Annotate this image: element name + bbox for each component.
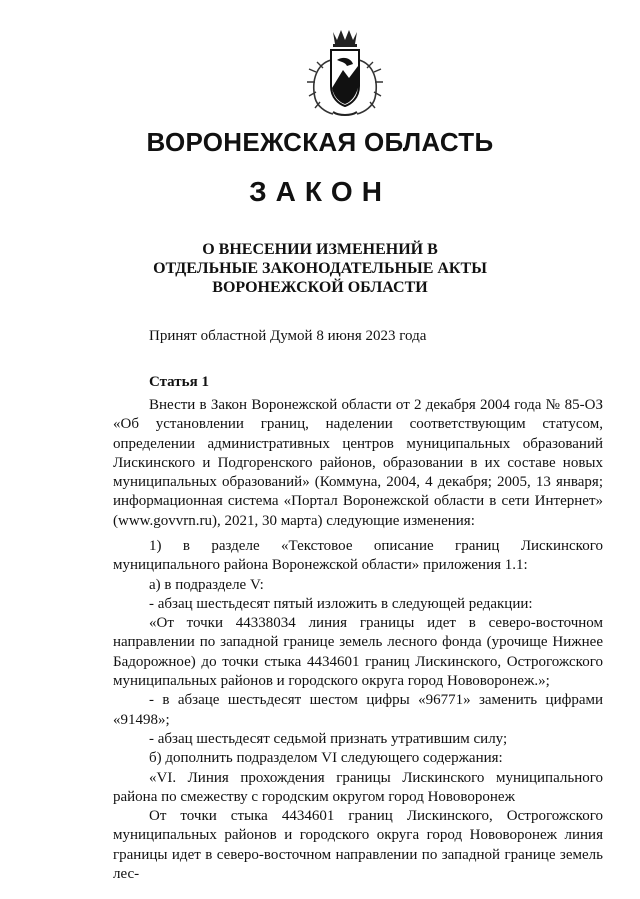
article-items [113, 537, 603, 884]
list-item: «VI. Линия прохождения границы Лискинского муниципального района по смежеству с городским округом город Нововоронеж [113, 769, 603, 805]
region-heading: ВОРОНЕЖСКАЯ ОБЛАСТЬ [146, 127, 494, 157]
list-item: б) дополнить подразделом VI следующего содержания: [149, 750, 503, 767]
list-item: 1) в разделе «Текстовое описание границ Лискинского муниципального района Воронежской области» приложения 1.1: [113, 538, 603, 574]
article-intro [113, 396, 603, 531]
list-item: - в абзаце шестьдесят шестом цифры «96771» заменить цифрами «91498»; [113, 692, 603, 728]
adoption-note: Принят областной Думой 8 июня 2023 года [149, 328, 427, 344]
article-intro-paragraph: Внести в Закон Воронежской области от 2 декабря 2004 года № 85-ОЗ «Об установлении границ, наделении соответствующим статусом, определении административных центров муниципальных образований Лискинского и Подгоренского районов, образовании в их составе новых муниципальных образований» (Коммуна, 2004, 4 декабря; 2005, 13 января; информационная система «Портал Воронежской области в сети Интернет» (www.govvrn.ru), 2021, 30 марта) следующие изменения: [113, 397, 603, 529]
list-item: - абзац шестьдесят пятый изложить в следующей редакции: [149, 595, 533, 612]
list-item: - абзац шестьдесят седьмой признать утратившим силу; [149, 730, 508, 747]
list-item: «От точки 44338034 линия границы идет в северо-восточном направлении по западной границе земель лесного фонда (урочище Нижнее Бадорожное) до точки стыка 4434601 границ Лискинского, Острогожского муниципальных районов и городского округа город Нововоронеж.»; [113, 615, 603, 690]
article-heading: Статья 1 [149, 374, 209, 390]
document-type-heading: ЗАКОН [249, 176, 391, 207]
list-item: От точки стыка 4434601 границ Лискинского, Острогожского муниципальных районов и городского округа город Нововоронеж линия границы идет в северо-восточном направлении по западной границе земель лес- [113, 808, 603, 883]
law-title: О ВНЕСЕНИИ ИЗМЕНЕНИЙ В ОТДЕЛЬНЫЕ ЗАКОНОДАТЕЛЬНЫЕ АКТЫ ВОРОНЕЖСКОЙ ОБЛАСТИ [153, 241, 487, 296]
coat-of-arms-icon [303, 26, 387, 118]
list-item: а) в подразделе V: [149, 576, 264, 593]
